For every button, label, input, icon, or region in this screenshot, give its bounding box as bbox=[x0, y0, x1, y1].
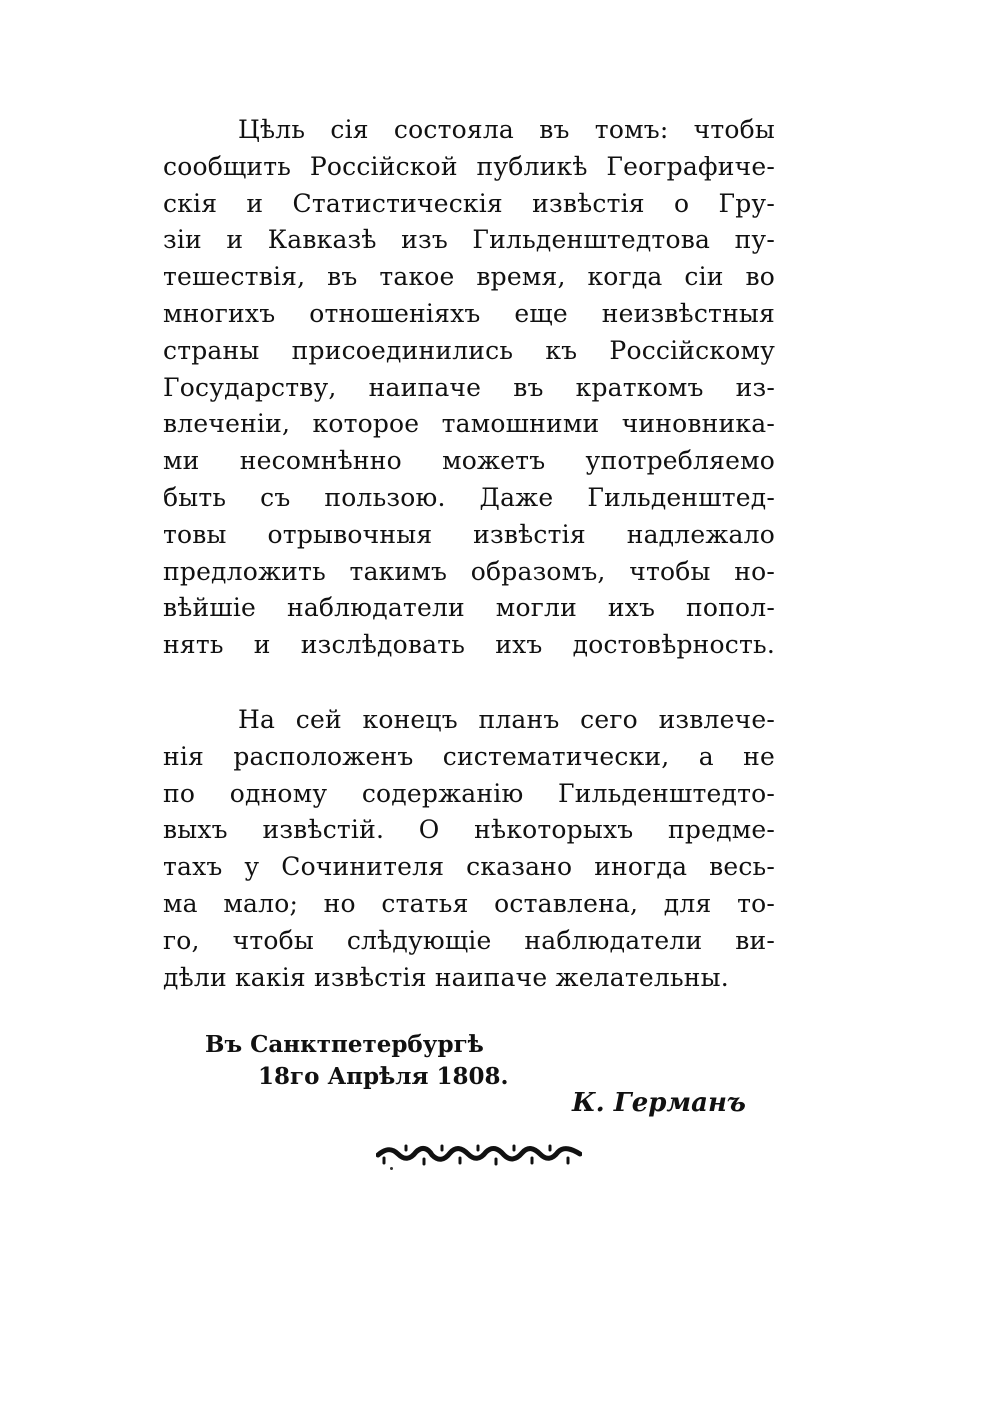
text-line: тешествія, въ такое время, когда сіи во bbox=[163, 262, 775, 292]
date-line: 18го Апрѣля 1808. bbox=[258, 1063, 509, 1090]
text-line: Государству, наипаче въ краткомъ из- bbox=[163, 372, 775, 402]
place-line: Въ Санктпетербургѣ bbox=[205, 1031, 484, 1058]
text-line: Цѣль сія состояла въ томъ: чтобы bbox=[238, 115, 775, 144]
author-signature: К. Германъ bbox=[572, 1088, 746, 1118]
text-line: сообщить Россійской публикѣ Географиче- bbox=[163, 151, 775, 181]
text-line: вѣйшіе наблюдатели могли ихъ попол- bbox=[163, 593, 775, 623]
text-line: нія расположенъ систематически, а не bbox=[163, 741, 775, 771]
text-line: по одному содержанію Гильденштедто- bbox=[163, 778, 775, 808]
text-line: тахъ у Сочинителя сказано иногда весь- bbox=[163, 852, 775, 882]
text-line: скія и Статистическія извѣстія о Гру- bbox=[163, 188, 775, 218]
ink-speck bbox=[390, 1167, 393, 1170]
text-line: нять и изслѣдовать ихъ достовѣрность. bbox=[163, 630, 775, 660]
paragraph-plan bbox=[163, 702, 775, 996]
text-line: быть съ пользою. Даже Гильденштед- bbox=[163, 482, 775, 512]
text-line: зіи и Кавказѣ изъ Гильденштедтова пу- bbox=[163, 225, 775, 255]
text-line: влеченіи, которое тамошними чиновника- bbox=[163, 409, 775, 439]
text-line: страны присоединились къ Россійскому bbox=[163, 335, 775, 365]
text-line: го, чтобы слѣдующіе наблюдатели ви- bbox=[163, 925, 775, 955]
text-line: товы отрывочныя извѣстія надлежало bbox=[163, 519, 775, 549]
decorative-rule-ornament-icon bbox=[376, 1140, 582, 1168]
text-line: ма мало; но статья оставлена, для то- bbox=[163, 888, 775, 918]
text-line: выхъ извѣстій. О нѣкоторыхъ предме- bbox=[163, 815, 775, 845]
text-line: предложить такимъ образомъ, чтобы но- bbox=[163, 556, 775, 586]
text-line: ми несомнѣнно можетъ употребляемо bbox=[163, 446, 775, 476]
paragraph-purpose bbox=[163, 112, 775, 664]
text-line: многихъ отношеніяхъ еще неизвѣстныя bbox=[163, 298, 775, 328]
text-line: На сей конецъ планъ сего извлече- bbox=[238, 705, 775, 734]
text-line: дѣли какія извѣстія наипаче желательны. bbox=[163, 962, 729, 992]
